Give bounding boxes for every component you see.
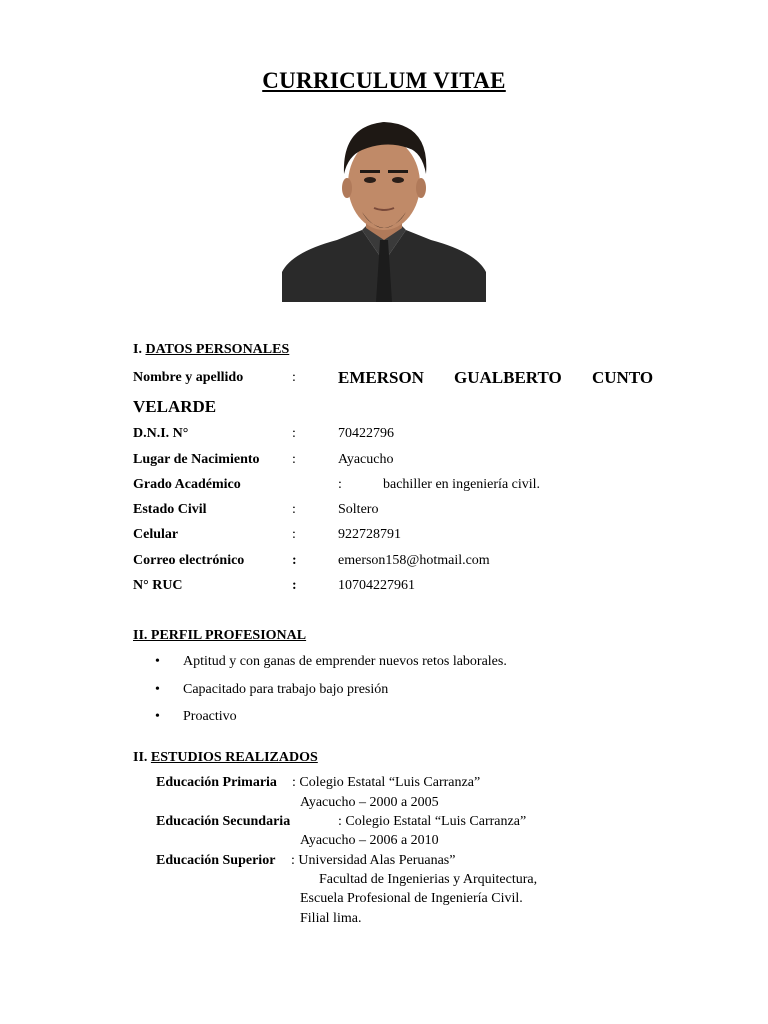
degree-value: bachiller en ingeniería civil. [383, 477, 541, 492]
email-separator: : [292, 553, 297, 568]
section-number: II. [133, 750, 151, 765]
section-heading-estudios [133, 750, 318, 766]
higher-education-university: : Universidad Alas Peruanas” [291, 853, 456, 868]
person-photo-icon [282, 112, 486, 302]
higher-education-school: Escuela Profesional de Ingeniería Civil. [300, 891, 523, 906]
birthplace-value: Ayacucho [338, 452, 394, 467]
phone-value: 922728791 [338, 527, 401, 542]
section-heading-datos [133, 342, 289, 358]
name-word: VELARDE [133, 397, 217, 416]
civil-status-label: Estado Civil [133, 502, 207, 517]
birthplace-separator: : [292, 452, 296, 467]
birthplace-label: Lugar de Nacimiento [133, 452, 260, 467]
name-separator: : [292, 370, 296, 385]
dni-label: D.N.I. N° [133, 426, 189, 441]
name-label: Nombre y apellido [133, 370, 244, 385]
civil-status-value: Soltero [338, 502, 379, 517]
secondary-education-school: : Colegio Estatal “Luis Carranza” [338, 814, 527, 829]
higher-education-label: Educación Superior [156, 853, 276, 868]
phone-label: Celular [133, 527, 179, 542]
section-title: DATOS PERSONALES [145, 342, 290, 357]
secondary-education-label: Educación Secundaria [156, 814, 291, 829]
ruc-label: N° RUC [133, 578, 183, 593]
section-title: II. PERFIL PROFESIONAL [133, 628, 307, 643]
bullet-icon: • [155, 682, 160, 697]
list-item: Proactivo [183, 709, 237, 724]
name-word: GUALBERTO [454, 368, 562, 387]
email-label: Correo electrónico [133, 553, 245, 568]
list-item: Capacitado para trabajo bajo presión [183, 682, 389, 697]
page-title: CURRICULUM VITAE [262, 68, 506, 93]
higher-education-campus: Filial lima. [300, 911, 362, 926]
primary-education-school: : Colegio Estatal “Luis Carranza” [292, 775, 481, 790]
name-word: EMERSON [338, 368, 424, 387]
section-number: I. [133, 342, 146, 357]
secondary-education-years: Ayacucho – 2006 a 2010 [300, 833, 439, 848]
email-value: emerson158@hotmail.com [338, 553, 490, 568]
phone-separator: : [292, 527, 296, 542]
primary-education-label: Educación Primaria [156, 775, 277, 790]
section-heading-perfil [133, 628, 306, 644]
section-title: ESTUDIOS REALIZADOS [150, 750, 318, 765]
dni-value: 70422796 [338, 426, 394, 441]
name-word: CUNTO [592, 368, 654, 387]
civil-status-separator: : [292, 502, 296, 517]
degree-separator: : [338, 477, 342, 492]
ruc-separator: : [292, 578, 297, 593]
bullet-icon: • [155, 654, 160, 669]
higher-education-faculty: Facultad de Ingenierias y Arquitectura, [319, 872, 538, 887]
ruc-value: 10704227961 [338, 578, 415, 593]
list-item: Aptitud y con ganas de emprender nuevos retos laborales. [183, 654, 507, 669]
bullet-icon: • [155, 709, 160, 724]
dni-separator: : [292, 426, 296, 441]
degree-label: Grado Académico [133, 477, 241, 492]
primary-education-years: Ayacucho – 2000 a 2005 [300, 795, 439, 810]
